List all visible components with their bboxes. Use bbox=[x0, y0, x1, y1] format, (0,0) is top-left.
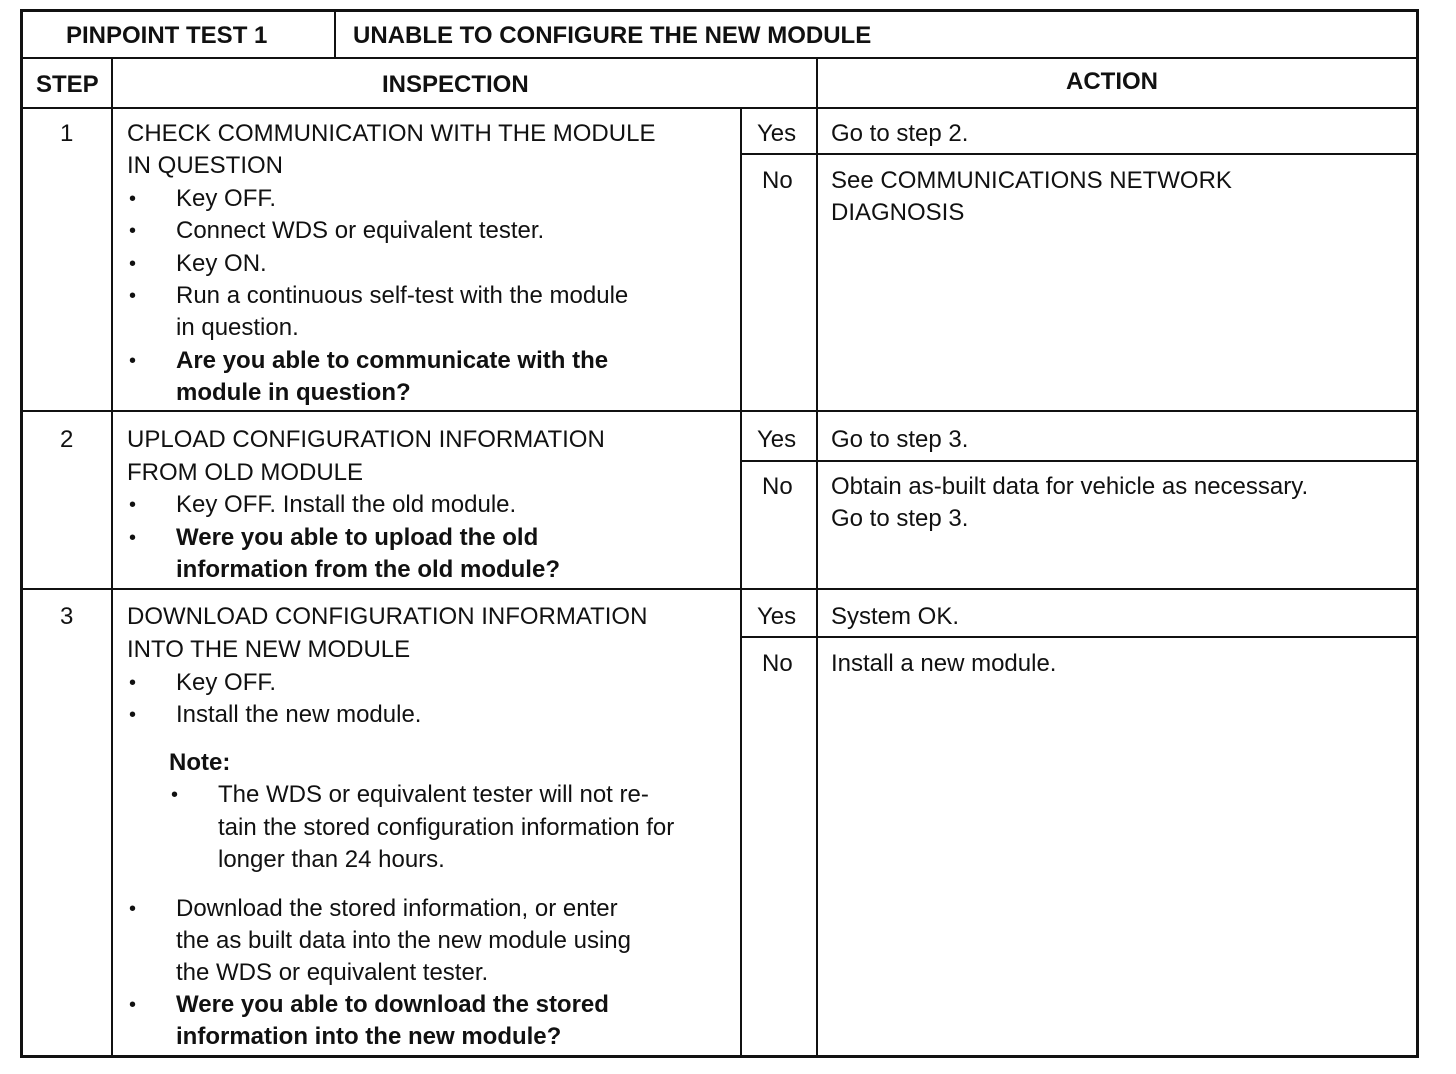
step-3-question-line1: Were you able to download the stored bbox=[176, 991, 609, 1018]
test-title: UNABLE TO CONFIGURE THE NEW MODULE bbox=[353, 22, 872, 49]
step-3-question-line2: information into the new module? bbox=[176, 1023, 562, 1050]
action-column-divider bbox=[816, 58, 818, 1058]
step-2-yes-label: Yes bbox=[757, 426, 797, 453]
step-3-title-line1: DOWNLOAD CONFIGURATION INFORMATION bbox=[127, 603, 648, 630]
test-label: PINPOINT TEST 1 bbox=[66, 22, 268, 49]
step-3-note-line: tain the stored configuration information for bbox=[218, 814, 675, 841]
row-divider-2-3 bbox=[23, 588, 1416, 590]
step-2-no-action-line1: Obtain as-built data for vehicle as necessary. bbox=[831, 473, 1309, 500]
step-1-no-action-line2: DIAGNOSIS bbox=[831, 199, 965, 226]
step-3-item-after: Download the stored information, or enter bbox=[176, 895, 618, 922]
step-1-item: Key OFF. bbox=[176, 185, 277, 212]
step-3-note-line: The WDS or equivalent tester will not re- bbox=[218, 781, 649, 808]
step-1-no-action-line1: See COMMUNICATIONS NETWORK bbox=[831, 167, 1232, 194]
pinpoint-test-table bbox=[20, 9, 1419, 1058]
column-header-inspection: INSPECTION bbox=[382, 71, 529, 98]
step-3-item-after: the as built data into the new module using bbox=[176, 927, 631, 954]
step-3-no-label: No bbox=[762, 650, 793, 677]
bullet-icon: • bbox=[129, 672, 137, 694]
bullet-icon: • bbox=[129, 220, 137, 242]
step-3-item: Key OFF. bbox=[176, 669, 277, 696]
step-2-yes-action: Go to step 3. bbox=[831, 426, 969, 453]
step-3-yes-action: System OK. bbox=[831, 603, 960, 630]
row-2-yes-no-divider bbox=[740, 460, 1416, 462]
step-3-note-line: longer than 24 hours. bbox=[218, 846, 445, 873]
step-1-title-line2: IN QUESTION bbox=[127, 152, 284, 179]
step-1-no-label: No bbox=[762, 167, 793, 194]
step-2-item: Key OFF. Install the old module. bbox=[176, 491, 517, 518]
step-3-title-line2: INTO THE NEW MODULE bbox=[127, 636, 411, 663]
step-1-title-line1: CHECK COMMUNICATION WITH THE MODULE bbox=[127, 120, 656, 147]
row-divider-1-2 bbox=[23, 410, 1416, 412]
step-1-item: in question. bbox=[176, 314, 299, 341]
step-3-no-action-line1: Install a new module. bbox=[831, 650, 1057, 677]
step-3-item-after: the WDS or equivalent tester. bbox=[176, 959, 489, 986]
step-2-title-line2: FROM OLD MODULE bbox=[127, 459, 364, 486]
step-1-item: Key ON. bbox=[176, 250, 267, 277]
step-3-item: Install the new module. bbox=[176, 701, 422, 728]
bullet-icon: • bbox=[129, 188, 137, 210]
step-column-divider bbox=[111, 58, 113, 1058]
step-2-no-label: No bbox=[762, 473, 793, 500]
step-1-number: 1 bbox=[60, 120, 74, 147]
step-2-no-action-line2: Go to step 3. bbox=[831, 505, 969, 532]
bullet-icon: • bbox=[129, 898, 137, 920]
row-3-yes-no-divider bbox=[740, 636, 1416, 638]
step-3-number: 3 bbox=[60, 603, 74, 630]
step-2-question-line2: information from the old module? bbox=[176, 556, 560, 583]
step-3-note-label: Note: bbox=[169, 749, 231, 776]
row-1-yes-no-divider bbox=[740, 153, 1416, 155]
bullet-icon: • bbox=[129, 704, 137, 726]
header-divider bbox=[23, 57, 1416, 59]
step-1-item: Run a continuous self-test with the module bbox=[176, 282, 629, 309]
bullet-icon: • bbox=[129, 527, 137, 549]
step-3-yes-label: Yes bbox=[757, 603, 797, 630]
step-2-question-line1: Were you able to upload the old bbox=[176, 524, 539, 551]
step-2-number: 2 bbox=[60, 426, 74, 453]
column-header-divider bbox=[23, 107, 1416, 109]
step-1-question-line1: Are you able to communicate with the bbox=[176, 347, 609, 374]
bullet-icon: • bbox=[129, 494, 137, 516]
bullet-icon: • bbox=[129, 350, 137, 372]
bullet-icon: • bbox=[129, 285, 137, 307]
title-divider bbox=[334, 12, 336, 58]
step-1-yes-action: Go to step 2. bbox=[831, 120, 969, 147]
bullet-icon: • bbox=[129, 253, 137, 275]
column-header-action: ACTION bbox=[1066, 68, 1158, 95]
step-1-question-line2: module in question? bbox=[176, 379, 411, 406]
yesno-column-divider bbox=[740, 108, 742, 1058]
bullet-icon: • bbox=[129, 994, 137, 1016]
step-1-yes-label: Yes bbox=[757, 120, 797, 147]
step-1-item: Connect WDS or equivalent tester. bbox=[176, 217, 545, 244]
bullet-icon: • bbox=[171, 784, 179, 806]
step-2-title-line1: UPLOAD CONFIGURATION INFORMATION bbox=[127, 426, 605, 453]
column-header-step: STEP bbox=[36, 71, 99, 98]
